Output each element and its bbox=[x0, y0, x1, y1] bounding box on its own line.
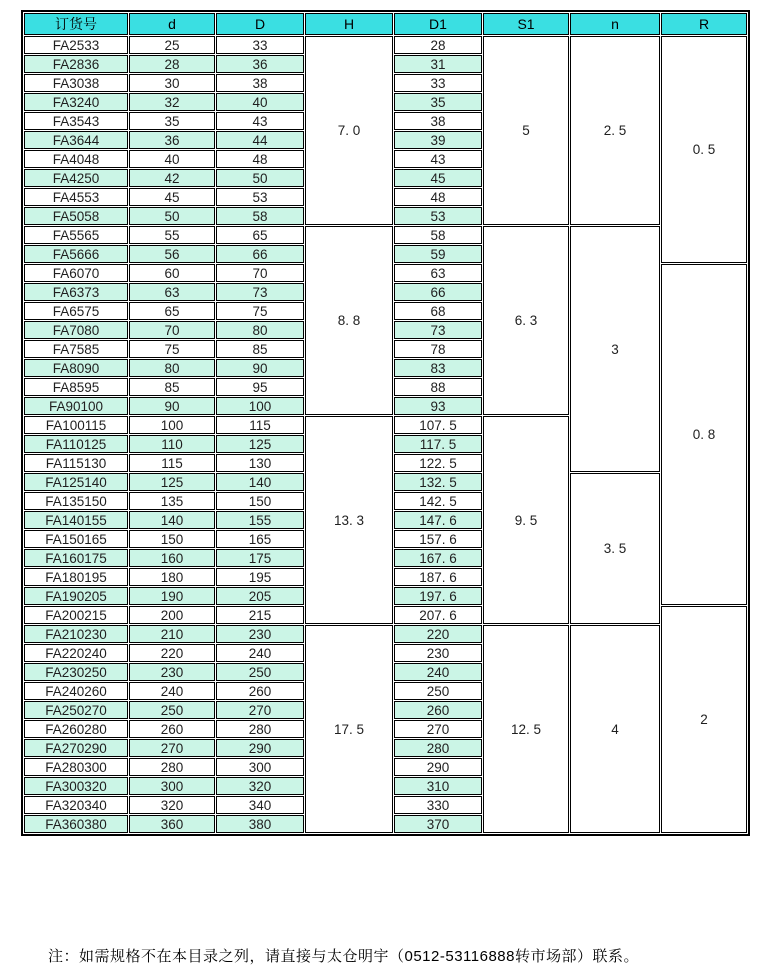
D-cell: 290 bbox=[216, 739, 304, 757]
order-no-cell: FA6373 bbox=[24, 283, 128, 301]
n-merged-cell: 3. 5 bbox=[570, 473, 660, 624]
D-cell: 38 bbox=[216, 74, 304, 92]
D-cell: 70 bbox=[216, 264, 304, 282]
D-cell: 215 bbox=[216, 606, 304, 624]
D-cell: 240 bbox=[216, 644, 304, 662]
D-cell: 195 bbox=[216, 568, 304, 586]
D-cell: 380 bbox=[216, 815, 304, 833]
d-cell: 32 bbox=[129, 93, 215, 111]
order-no-cell: FA3644 bbox=[24, 131, 128, 149]
D1-cell: 43 bbox=[394, 150, 482, 168]
D-cell: 340 bbox=[216, 796, 304, 814]
d-cell: 25 bbox=[129, 36, 215, 54]
header-n: n bbox=[570, 13, 660, 35]
D-cell: 36 bbox=[216, 55, 304, 73]
d-cell: 150 bbox=[129, 530, 215, 548]
D-cell: 270 bbox=[216, 701, 304, 719]
order-no-cell: FA135150 bbox=[24, 492, 128, 510]
d-cell: 42 bbox=[129, 169, 215, 187]
order-no-cell: FA200215 bbox=[24, 606, 128, 624]
order-no-cell: FA125140 bbox=[24, 473, 128, 491]
D1-cell: 38 bbox=[394, 112, 482, 130]
D-cell: 250 bbox=[216, 663, 304, 681]
d-cell: 250 bbox=[129, 701, 215, 719]
D-cell: 130 bbox=[216, 454, 304, 472]
D1-cell: 59 bbox=[394, 245, 482, 263]
d-cell: 75 bbox=[129, 340, 215, 358]
d-cell: 55 bbox=[129, 226, 215, 244]
D-cell: 140 bbox=[216, 473, 304, 491]
order-no-cell: FA320340 bbox=[24, 796, 128, 814]
D1-cell: 220 bbox=[394, 625, 482, 643]
header-D1: D1 bbox=[394, 13, 482, 35]
R-merged-cell: 0. 8 bbox=[661, 264, 747, 605]
spec-row bbox=[24, 625, 747, 643]
D1-cell: 290 bbox=[394, 758, 482, 776]
D1-cell: 147. 6 bbox=[394, 511, 482, 529]
d-cell: 30 bbox=[129, 74, 215, 92]
d-cell: 125 bbox=[129, 473, 215, 491]
d-cell: 35 bbox=[129, 112, 215, 130]
D-cell: 66 bbox=[216, 245, 304, 263]
D-cell: 150 bbox=[216, 492, 304, 510]
D1-cell: 58 bbox=[394, 226, 482, 244]
d-cell: 220 bbox=[129, 644, 215, 662]
D-cell: 300 bbox=[216, 758, 304, 776]
D1-cell: 260 bbox=[394, 701, 482, 719]
D1-cell: 330 bbox=[394, 796, 482, 814]
order-no-cell: FA115130 bbox=[24, 454, 128, 472]
order-no-cell: FA8090 bbox=[24, 359, 128, 377]
d-cell: 135 bbox=[129, 492, 215, 510]
D1-cell: 88 bbox=[394, 378, 482, 396]
D1-cell: 93 bbox=[394, 397, 482, 415]
order-no-cell: FA3240 bbox=[24, 93, 128, 111]
header-row bbox=[24, 13, 747, 35]
d-cell: 180 bbox=[129, 568, 215, 586]
D-cell: 280 bbox=[216, 720, 304, 738]
d-cell: 210 bbox=[129, 625, 215, 643]
header-S1: S1 bbox=[483, 13, 569, 35]
D1-cell: 48 bbox=[394, 188, 482, 206]
order-no-cell: FA250270 bbox=[24, 701, 128, 719]
order-no-cell: FA7585 bbox=[24, 340, 128, 358]
spec-table-body bbox=[24, 36, 747, 833]
D1-cell: 197. 6 bbox=[394, 587, 482, 605]
n-merged-cell: 4 bbox=[570, 625, 660, 833]
order-no-cell: FA90100 bbox=[24, 397, 128, 415]
header-d: d bbox=[129, 13, 215, 35]
d-cell: 56 bbox=[129, 245, 215, 263]
D1-cell: 280 bbox=[394, 739, 482, 757]
D1-cell: 270 bbox=[394, 720, 482, 738]
order-no-cell: FA8595 bbox=[24, 378, 128, 396]
d-cell: 50 bbox=[129, 207, 215, 225]
order-no-cell: FA150165 bbox=[24, 530, 128, 548]
d-cell: 200 bbox=[129, 606, 215, 624]
order-no-cell: FA3543 bbox=[24, 112, 128, 130]
D1-cell: 117. 5 bbox=[394, 435, 482, 453]
d-cell: 70 bbox=[129, 321, 215, 339]
D1-cell: 230 bbox=[394, 644, 482, 662]
D-cell: 75 bbox=[216, 302, 304, 320]
H-merged-cell: 8. 8 bbox=[305, 226, 393, 415]
order-no-cell: FA230250 bbox=[24, 663, 128, 681]
D1-cell: 45 bbox=[394, 169, 482, 187]
order-no-cell: FA280300 bbox=[24, 758, 128, 776]
order-no-cell: FA2836 bbox=[24, 55, 128, 73]
order-no-cell: FA180195 bbox=[24, 568, 128, 586]
D-cell: 50 bbox=[216, 169, 304, 187]
d-cell: 160 bbox=[129, 549, 215, 567]
D-cell: 90 bbox=[216, 359, 304, 377]
order-no-cell: FA5565 bbox=[24, 226, 128, 244]
d-cell: 300 bbox=[129, 777, 215, 795]
order-no-cell: FA4048 bbox=[24, 150, 128, 168]
order-no-cell: FA190205 bbox=[24, 587, 128, 605]
header-H: H bbox=[305, 13, 393, 35]
header-D: D bbox=[216, 13, 304, 35]
D1-cell: 187. 6 bbox=[394, 568, 482, 586]
d-cell: 60 bbox=[129, 264, 215, 282]
d-cell: 240 bbox=[129, 682, 215, 700]
d-cell: 270 bbox=[129, 739, 215, 757]
D1-cell: 122. 5 bbox=[394, 454, 482, 472]
order-no-cell: FA4250 bbox=[24, 169, 128, 187]
D1-cell: 250 bbox=[394, 682, 482, 700]
D-cell: 320 bbox=[216, 777, 304, 795]
D-cell: 125 bbox=[216, 435, 304, 453]
order-no-cell: FA210230 bbox=[24, 625, 128, 643]
d-cell: 230 bbox=[129, 663, 215, 681]
footer-note: 注：如需规格不在本目录之列，请直接与太仓明宇（0512-53116888转市场部）联系。 bbox=[48, 948, 639, 965]
d-cell: 80 bbox=[129, 359, 215, 377]
d-cell: 320 bbox=[129, 796, 215, 814]
d-cell: 90 bbox=[129, 397, 215, 415]
D-cell: 65 bbox=[216, 226, 304, 244]
D-cell: 53 bbox=[216, 188, 304, 206]
d-cell: 45 bbox=[129, 188, 215, 206]
H-merged-cell: 13. 3 bbox=[305, 416, 393, 624]
D-cell: 155 bbox=[216, 511, 304, 529]
D-cell: 40 bbox=[216, 93, 304, 111]
d-cell: 260 bbox=[129, 720, 215, 738]
R-merged-cell: 0. 5 bbox=[661, 36, 747, 263]
D1-cell: 28 bbox=[394, 36, 482, 54]
D1-cell: 83 bbox=[394, 359, 482, 377]
header-R: R bbox=[661, 13, 747, 35]
d-cell: 190 bbox=[129, 587, 215, 605]
D1-cell: 73 bbox=[394, 321, 482, 339]
D-cell: 95 bbox=[216, 378, 304, 396]
d-cell: 40 bbox=[129, 150, 215, 168]
d-cell: 100 bbox=[129, 416, 215, 434]
H-merged-cell: 17. 5 bbox=[305, 625, 393, 833]
order-no-cell: FA7080 bbox=[24, 321, 128, 339]
order-no-cell: FA6575 bbox=[24, 302, 128, 320]
D-cell: 48 bbox=[216, 150, 304, 168]
order-no-cell: FA3038 bbox=[24, 74, 128, 92]
D-cell: 58 bbox=[216, 207, 304, 225]
D1-cell: 240 bbox=[394, 663, 482, 681]
D1-cell: 33 bbox=[394, 74, 482, 92]
D1-cell: 78 bbox=[394, 340, 482, 358]
order-no-cell: FA260280 bbox=[24, 720, 128, 738]
D-cell: 44 bbox=[216, 131, 304, 149]
order-no-cell: FA300320 bbox=[24, 777, 128, 795]
D1-cell: 157. 6 bbox=[394, 530, 482, 548]
D1-cell: 53 bbox=[394, 207, 482, 225]
D-cell: 43 bbox=[216, 112, 304, 130]
D1-cell: 66 bbox=[394, 283, 482, 301]
S1-merged-cell: 6. 3 bbox=[483, 226, 569, 415]
D1-cell: 35 bbox=[394, 93, 482, 111]
D1-cell: 39 bbox=[394, 131, 482, 149]
D-cell: 205 bbox=[216, 587, 304, 605]
R-merged-cell: 2 bbox=[661, 606, 747, 833]
D1-cell: 68 bbox=[394, 302, 482, 320]
order-no-cell: FA110125 bbox=[24, 435, 128, 453]
d-cell: 110 bbox=[129, 435, 215, 453]
spec-row bbox=[24, 226, 747, 244]
order-no-cell: FA4553 bbox=[24, 188, 128, 206]
d-cell: 140 bbox=[129, 511, 215, 529]
D1-cell: 167. 6 bbox=[394, 549, 482, 567]
S1-merged-cell: 5 bbox=[483, 36, 569, 225]
D-cell: 33 bbox=[216, 36, 304, 54]
order-no-cell: FA5666 bbox=[24, 245, 128, 263]
D1-cell: 132. 5 bbox=[394, 473, 482, 491]
d-cell: 28 bbox=[129, 55, 215, 73]
order-no-cell: FA220240 bbox=[24, 644, 128, 662]
D1-cell: 31 bbox=[394, 55, 482, 73]
order-no-cell: FA360380 bbox=[24, 815, 128, 833]
d-cell: 280 bbox=[129, 758, 215, 776]
D-cell: 80 bbox=[216, 321, 304, 339]
D1-cell: 207. 6 bbox=[394, 606, 482, 624]
order-no-cell: FA140155 bbox=[24, 511, 128, 529]
D1-cell: 310 bbox=[394, 777, 482, 795]
D-cell: 260 bbox=[216, 682, 304, 700]
d-cell: 36 bbox=[129, 131, 215, 149]
n-merged-cell: 2. 5 bbox=[570, 36, 660, 225]
S1-merged-cell: 12. 5 bbox=[483, 625, 569, 833]
D-cell: 165 bbox=[216, 530, 304, 548]
order-no-cell: FA160175 bbox=[24, 549, 128, 567]
spec-row bbox=[24, 36, 747, 54]
D-cell: 73 bbox=[216, 283, 304, 301]
order-no-cell: FA5058 bbox=[24, 207, 128, 225]
order-no-cell: FA100115 bbox=[24, 416, 128, 434]
d-cell: 115 bbox=[129, 454, 215, 472]
D1-cell: 370 bbox=[394, 815, 482, 833]
header-order-no: 订货号 bbox=[24, 13, 128, 35]
D-cell: 230 bbox=[216, 625, 304, 643]
D1-cell: 142. 5 bbox=[394, 492, 482, 510]
d-cell: 360 bbox=[129, 815, 215, 833]
d-cell: 63 bbox=[129, 283, 215, 301]
S1-merged-cell: 9. 5 bbox=[483, 416, 569, 624]
d-cell: 85 bbox=[129, 378, 215, 396]
order-no-cell: FA2533 bbox=[24, 36, 128, 54]
D-cell: 100 bbox=[216, 397, 304, 415]
H-merged-cell: 7. 0 bbox=[305, 36, 393, 225]
order-no-cell: FA240260 bbox=[24, 682, 128, 700]
order-no-cell: FA6070 bbox=[24, 264, 128, 282]
D-cell: 85 bbox=[216, 340, 304, 358]
D-cell: 115 bbox=[216, 416, 304, 434]
spec-table bbox=[21, 10, 750, 836]
order-no-cell: FA270290 bbox=[24, 739, 128, 757]
n-merged-cell: 3 bbox=[570, 226, 660, 472]
D-cell: 175 bbox=[216, 549, 304, 567]
D1-cell: 107. 5 bbox=[394, 416, 482, 434]
d-cell: 65 bbox=[129, 302, 215, 320]
D1-cell: 63 bbox=[394, 264, 482, 282]
